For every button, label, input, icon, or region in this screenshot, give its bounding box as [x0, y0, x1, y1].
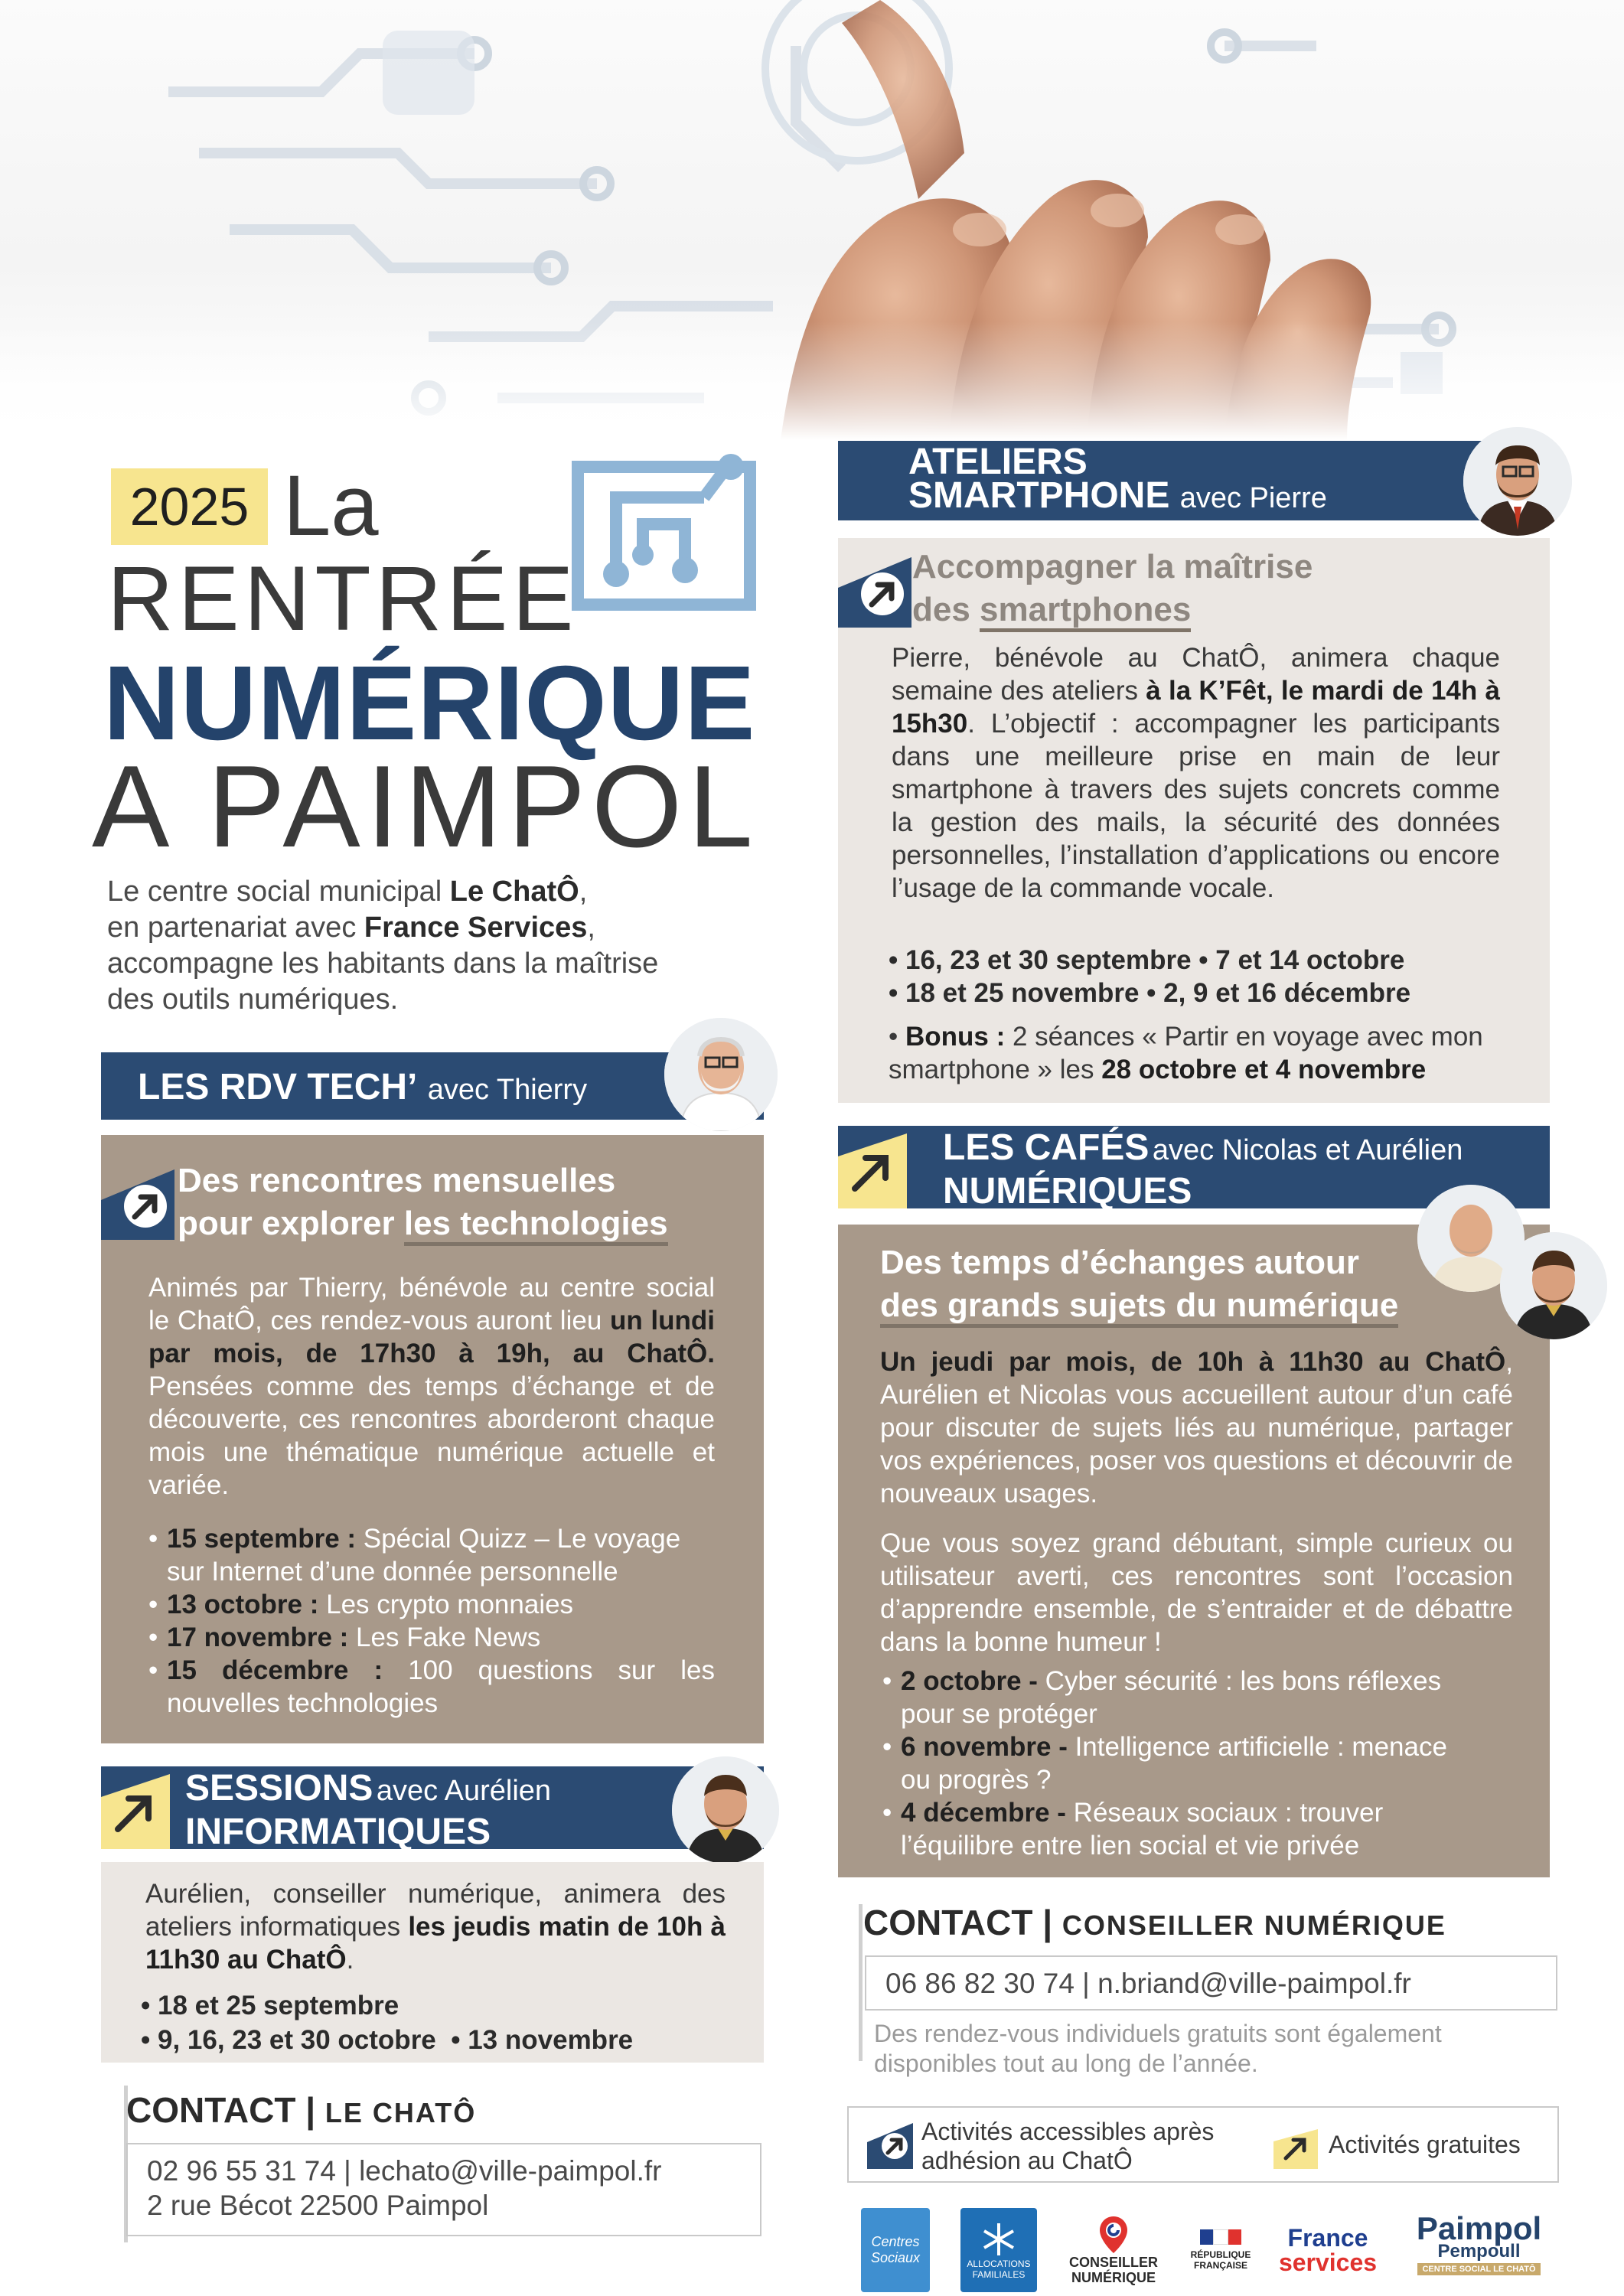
adhesion-arrow-icon: [101, 1169, 174, 1240]
sessions-panel: [101, 1862, 764, 2063]
list-item: • 17 novembre : Les Fake News: [148, 1621, 715, 1654]
logo-republique-francaise: RÉPUBLIQUE FRANÇAISE: [1182, 2216, 1259, 2285]
ateliers-bonus: • Bonus : 2 séances « Partir en voyage avec mon smartphone » les 28 octobre et 4 novembre: [889, 1022, 1483, 1084]
list-item: • 4 décembre - Réseaux sociaux : trouver l’équilibre entre lien social et vie privée: [882, 1796, 1464, 1862]
location-pin-icon: [1098, 2215, 1129, 2255]
contact-cn-phone-email[interactable]: 06 86 82 30 74 | n.briand@ville-paimpol.fr: [885, 1968, 1411, 1999]
title-rentree: RENTRÉE: [107, 547, 579, 650]
logo-conseiller-numerique: CONSEILLER NUMÉRIQUE: [1064, 2208, 1163, 2292]
cafes-body-1: Un jeudi par mois, de 10h à 11h30 au ChatÔ, Aurélien et Nicolas vous accueillent autour d’un café pour discuter de sujets liés au numérique, partager vos expériences, poser vos questions et découvrir de nouveaux usages.: [880, 1347, 1513, 1508]
title-la: La: [283, 458, 379, 553]
list-item: • 6 novembre - Intelligence artificielle : menace ou progrès ?: [882, 1730, 1464, 1796]
free-arrow-icon: [101, 1766, 170, 1849]
free-arrow-icon: [838, 1126, 907, 1208]
cafes-dates-list: [882, 1665, 1464, 1862]
snowflake-icon: [980, 2220, 1018, 2258]
year-badge: 2025: [111, 468, 268, 545]
contact-cn-note: Des rendez-vous individuels gratuits sont également disponibles tout au long de l’année.: [874, 2020, 1442, 2077]
adhesion-arrow-icon: [867, 2123, 913, 2169]
rdv-tech-header: LES RDV TECH’ avec Thierry: [101, 1052, 764, 1120]
intro-paragraph: Le centre social municipal Le ChatÔ, en partenariat avec France Services, accompagne les habitants dans la maîtrise des outils numériques.: [107, 876, 659, 1016]
french-flag-icon: [1200, 2229, 1241, 2245]
ateliers-dates: • 16, 23 et 30 septembre • 7 et 14 octobre • 18 et 25 novembre • 2, 9 et 16 décembre: [889, 945, 1411, 1008]
logo-france-services: France services: [1278, 2224, 1378, 2276]
circuit-logo-icon: [570, 452, 761, 612]
free-arrow-icon: [1273, 2125, 1318, 2169]
sessions-body: Aurélien, conseiller numérique, animera des ateliers informatiques les jeudis matin de 10h à 11h30 au ChatÔ.: [145, 1879, 726, 1975]
rdv-tech-panel: [101, 1135, 764, 1743]
cafes-header: LES CAFÉS avec Nicolas et Aurélien NUMÉRIQUES: [838, 1126, 1550, 1208]
list-item: • 15 décembre : 100 questions sur les nouvelles technologies: [148, 1654, 715, 1720]
logo-centres-sociaux: Centres Sociaux: [861, 2208, 930, 2292]
title-numerique: NUMÉRIQUE: [103, 644, 756, 762]
ateliers-header: ATELIERS SMARTPHONE avec Pierre: [838, 441, 1501, 520]
avatar-pierre: [1463, 427, 1572, 536]
rdv-tech-dates-list: [148, 1522, 715, 1720]
legend-item-adhesion: Activités accessibles après adhésion au ChatÔ: [921, 2118, 1215, 2174]
cafes-body-2: Que vous soyez grand débutant, simple curieux ou utilisateur averti, ces rencontres sont l’occasion d’apprendre ensemble, de s’entraider et de débattre dans la bonne humeur !: [880, 1528, 1513, 1657]
sessions-header: SESSIONS avec Aurélien INFORMATIQUES: [101, 1766, 764, 1849]
sessions-dates: • 18 et 25 septembre • 9, 16, 23 et 30 octobre • 13 novembre: [141, 1991, 634, 2055]
avatar-thierry: [664, 1018, 778, 1131]
rdv-tech-subtitle: Des rencontres mensuelles pour explorer les technologies: [178, 1159, 668, 1245]
cafes-subtitle: Des temps d’échanges autour des grands sujets du numérique: [880, 1241, 1398, 1327]
hero-fade: [0, 321, 1624, 440]
legend-item-free: Activités gratuites: [1329, 2131, 1521, 2158]
logo-caf: ALLOCATIONS FAMILIALES: [960, 2208, 1037, 2292]
contact-chato-box: [126, 2143, 761, 2236]
list-item: • 13 octobre : Les crypto monnaies: [148, 1588, 715, 1621]
avatar-aurelien: [672, 1756, 779, 1864]
list-item: • 2 octobre - Cyber sécurité : les bons réflexes pour se protéger: [882, 1665, 1464, 1730]
ateliers-subtitle: Accompagner la maîtrise des smartphones: [912, 546, 1313, 631]
list-item: • 15 septembre : Spécial Quizz – Le voyage sur Internet d’une donnée personnelle: [148, 1522, 715, 1588]
logo-paimpol: Paimpol Pempoull CENTRE SOCIAL LE CHATÔ: [1416, 2210, 1542, 2274]
rdv-tech-body: Animés par Thierry, bénévole au centre social le ChatÔ, ces rendez-vous auront lieu un lundi par mois, de 17h30 à 19h, au ChatÔ. Pensées comme des temps d’échange et de découverte, ces rencontres aborderont chaque mois une thématique numérique actuelle et variée.: [148, 1273, 715, 1500]
contact-chato-title: CONTACT | LE CHATÔ: [126, 2090, 477, 2130]
contact-cn-rule: [859, 1904, 863, 2061]
contact-chato-phone-email[interactable]: 02 96 55 31 74 | lechato@ville-paimpol.fr: [147, 2155, 662, 2187]
contact-chato-address: 2 rue Bécot 22500 Paimpol: [147, 2190, 489, 2221]
legend-box: [847, 2106, 1559, 2183]
contact-cn-title: CONTACT | CONSEILLER NUMÉRIQUE: [863, 1903, 1446, 1942]
cafes-panel: [838, 1225, 1550, 1877]
contact-cn-box: [865, 1955, 1557, 2011]
title-a-paimpol: A PAIMPOL: [92, 742, 759, 872]
avatar-aurelien-cafe: [1500, 1232, 1607, 1339]
hero-image: [0, 0, 1624, 440]
ateliers-panel: [838, 538, 1550, 1103]
adhesion-arrow-icon: [838, 557, 911, 628]
ateliers-body: Pierre, bénévole au ChatÔ, animera chaque semaine des ateliers à la K’Fêt, le mardi de 14h à 15h30. L’objectif : accompagner les participants dans une meilleure prise en main de leur smartphone à travers des sujets concrets comme la gestion des mails, la sécurité des données personnelles, l’installation d’applications ou encore l’usage de la commande vocale.: [892, 643, 1500, 903]
